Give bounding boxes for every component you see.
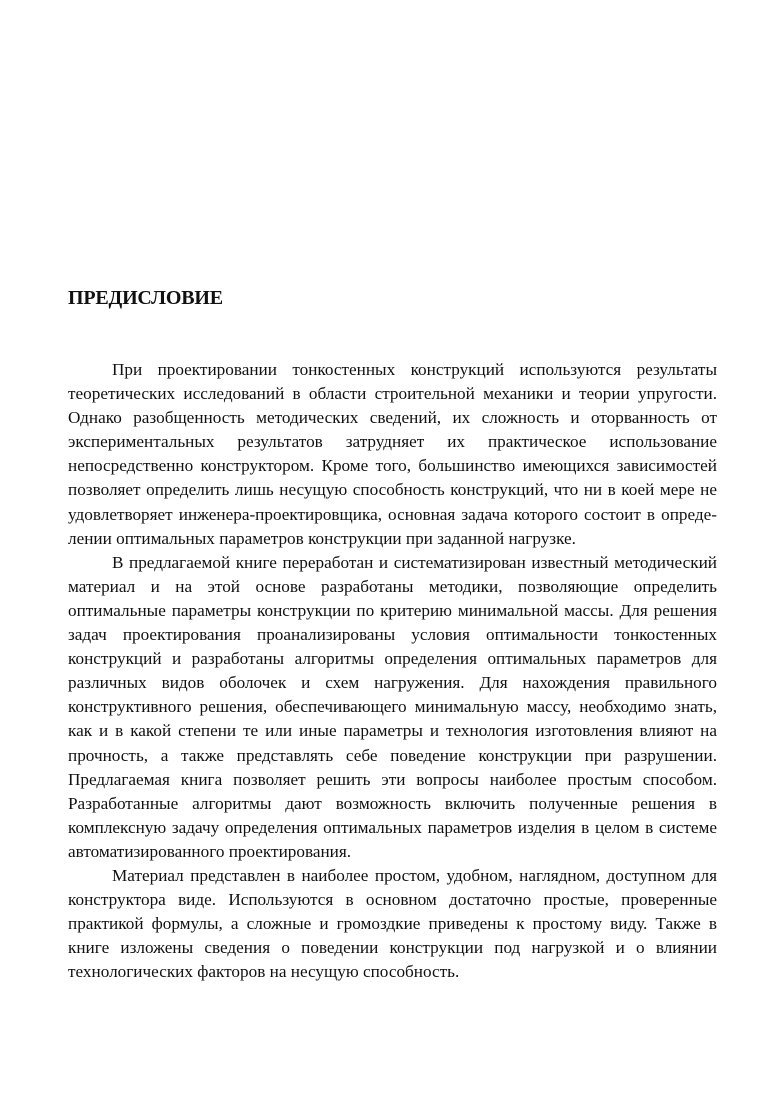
page-title: ПРЕДИСЛОВИЕ	[68, 287, 223, 309]
paragraph-3: Материал представлен в наиболее простом, удобном, наглядном, доступном для конструктора виде. Используются в основном достаточно простые, проверенные практикой формулы, а сложные и громоздкие приведены к простому виду. Также в книге изложены сведения о поведении конструкции под нагрузкой и о влиянии технологических факторов на несущую способность.	[68, 865, 717, 982]
body-text	[68, 358, 717, 984]
paragraph-1: При проектировании тонкостенных конструкций используются результаты теоретических исследований в области строительной механики и теории упругости. Однако разобщенность методических сведений, их сложность и оторванность от экспериментальных результатов затрудняет их практическое использование непосредственно конструктором. Кроме того, большинство имеющихся зависимостей позволяет определить лишь несущую способность конструкций, что ни в коей мере не удовлетворяет инженера-проектировщика, основная задача которого состоит в определении оптимальных параметров конструкции при заданной нагрузке.	[68, 360, 717, 548]
paragraph-2: В предлагаемой книге переработан и систематизирован известный методический материал и на этой основе разработаны методики, позволяющие определить оптимальные параметры конструкции по критерию минимальной массы. Для решения задач проектирования проанализированы условия оптимальности тонкостенных конструкций и разработаны алгоритмы определения оптимальных параметров для различных видов оболочек и схем нагружения. Для нахождения правильного конструктивного решения, обеспечивающего минимальную массу, необходимо знать, как и в какой степени те или иные параметры и технология изготовления влияют на прочность, а также представлять себе поведение конструкции при разрушении. Предлагаемая книга позволяет решить эти вопросы наиболее простым способом. Разработанные алгоритмы дают возможность включить полученные решения в комплексную задачу определения оптимальных параметров изделия в целом в системе автоматизированного проектирования.	[68, 552, 717, 861]
